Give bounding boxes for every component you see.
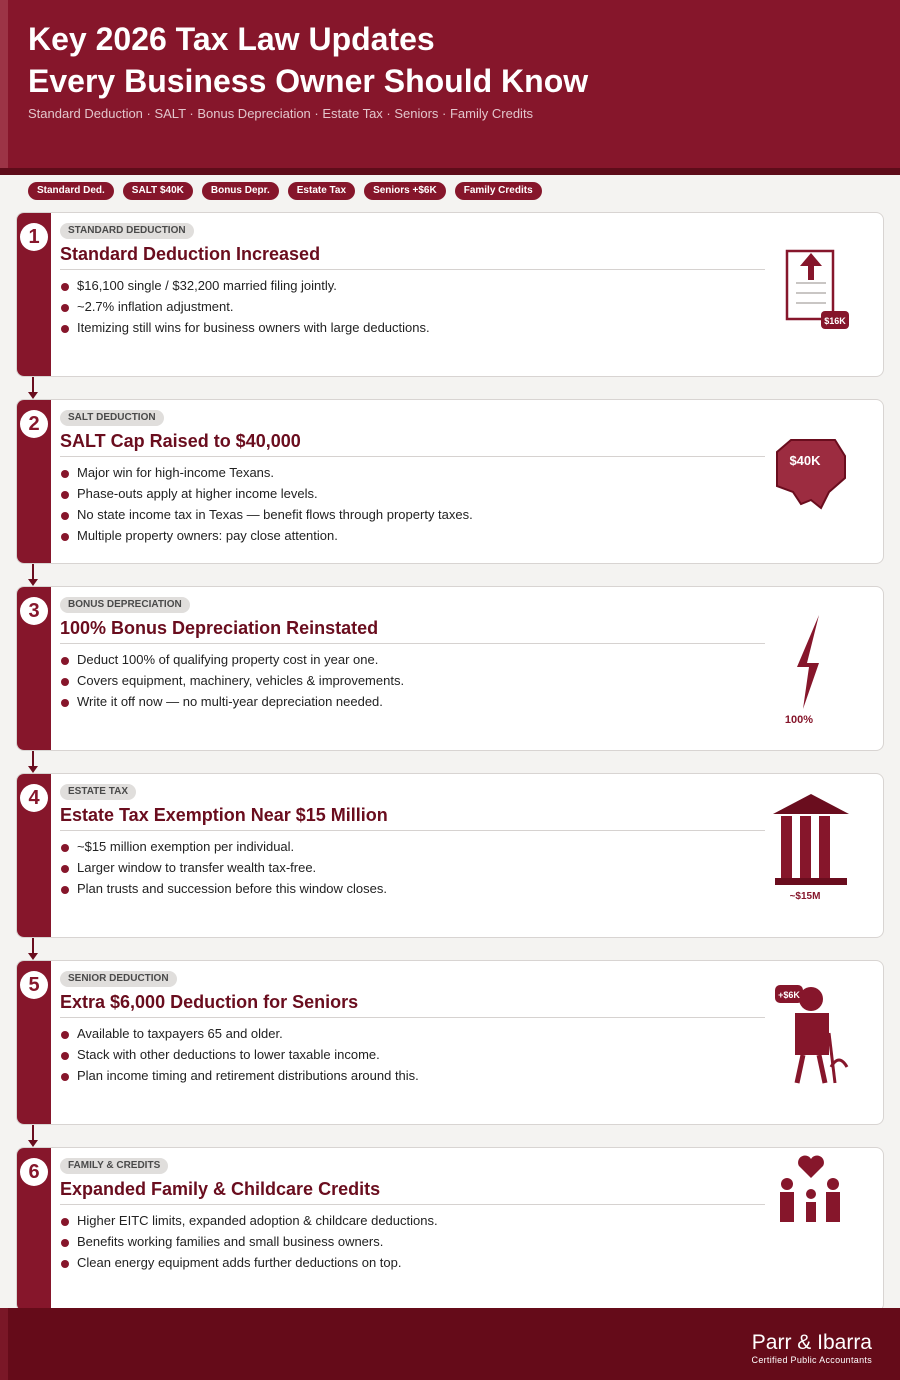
card-tag: SALT DEDUCTION	[60, 410, 164, 426]
header-banner	[0, 0, 900, 168]
card-title: Extra $6,000 Deduction for Seniors	[60, 992, 359, 1012]
bullet-item: Stack with other deductions to lower taxable income.	[60, 1046, 419, 1067]
card-estate-tax	[16, 773, 884, 938]
senior-with-cane-icon	[773, 983, 853, 1089]
bullet-item: Phase-outs apply at higher income levels.	[60, 485, 473, 506]
lightning-bolt-icon	[781, 613, 841, 729]
card-number: 2	[20, 410, 48, 438]
page-subtitle: Standard Deduction · SALT · Bonus Depreciation · Estate Tax · Seniors · Family Credits	[28, 106, 534, 121]
card-divider	[60, 456, 765, 457]
card-number: 4	[20, 784, 48, 812]
card-divider	[60, 1204, 765, 1205]
card-number: 6	[20, 1158, 48, 1186]
card-standard-deduction	[16, 212, 884, 377]
bullet-item: Clean energy equipment adds further deductions on top.	[60, 1254, 438, 1275]
icon-label: $40K	[789, 453, 821, 468]
card-title: SALT Cap Raised to $40,000	[60, 431, 301, 451]
card-number: 1	[20, 223, 48, 251]
texas-state-icon	[773, 436, 849, 516]
bullet-item: Multiple property owners: pay close attention.	[60, 527, 473, 548]
card-tag: SENIOR DEDUCTION	[60, 971, 177, 987]
card-tag: STANDARD DEDUCTION	[60, 223, 194, 239]
card-senior-deduction	[16, 960, 884, 1125]
card-title: Standard Deduction Increased	[60, 244, 321, 264]
card-salt-deduction	[16, 399, 884, 564]
bullet-item: Deduct 100% of qualifying property cost in year one.	[60, 651, 404, 672]
card-divider	[60, 830, 765, 831]
bullet-item: ~2.7% inflation adjustment.	[60, 298, 430, 319]
card-bonus-depreciation	[16, 586, 884, 751]
bullet-item: Benefits working families and small business owners.	[60, 1233, 438, 1254]
bank-building-icon	[771, 792, 851, 904]
chip-estate-tax: Estate Tax	[288, 182, 355, 200]
card-number: 5	[20, 971, 48, 999]
card-bullets	[60, 277, 430, 340]
bullet-item: Plan income timing and retirement distributions around this.	[60, 1067, 419, 1088]
icon-label: $16K	[824, 316, 846, 326]
page-title	[28, 18, 588, 102]
bullet-item: Higher EITC limits, expanded adoption & childcare deductions.	[60, 1212, 438, 1233]
chip-seniors: Seniors +$6K	[364, 182, 446, 200]
card-tag: FAMILY & CREDITS	[60, 1158, 168, 1174]
card-tag: BONUS DEPRECIATION	[60, 597, 190, 613]
card-bullets	[60, 651, 404, 714]
card-tag: ESTATE TAX	[60, 784, 136, 800]
icon-label: +$6K	[778, 990, 800, 1000]
bullet-item: Major win for high-income Texans.	[60, 464, 473, 485]
card-divider	[60, 269, 765, 270]
card-bullets	[60, 838, 387, 901]
card-title: Estate Tax Exemption Near $15 Million	[60, 805, 388, 825]
chip-family-credits: Family Credits	[455, 182, 542, 200]
bullet-item: Plan trusts and succession before this window closes.	[60, 880, 387, 901]
card-divider	[60, 1017, 765, 1018]
bullet-item: ~$15 million exemption per individual.	[60, 838, 387, 859]
card-title: 100% Bonus Depreciation Reinstated	[60, 618, 379, 638]
brand-logo	[752, 1332, 872, 1366]
bullet-item: Itemizing still wins for business owners with large deductions.	[60, 319, 430, 340]
bullet-item: Covers equipment, machinery, vehicles & improvements.	[60, 672, 404, 693]
bullet-item: $16,100 single / $32,200 married filing jointly.	[60, 277, 430, 298]
bullet-item: No state income tax in Texas — benefit flows through property taxes.	[60, 506, 473, 527]
card-family-credits	[16, 1147, 884, 1312]
card-bullets	[60, 1212, 438, 1275]
bullet-item: Available to taxpayers 65 and older.	[60, 1025, 419, 1046]
header-edge-accent	[0, 0, 8, 168]
chip-standard-deduction: Standard Ded.	[28, 182, 114, 200]
chip-bonus-depreciation: Bonus Depr.	[202, 182, 279, 200]
brand-name: Parr & Ibarra	[751, 1331, 872, 1354]
title-line-1: Key 2026 Tax Law Updates	[28, 21, 435, 57]
header-divider	[0, 168, 900, 175]
document-upload-icon	[781, 247, 853, 333]
footer-banner	[0, 1308, 900, 1380]
card-bullets	[60, 1025, 419, 1088]
card-number: 3	[20, 597, 48, 625]
icon-label: 100%	[784, 714, 814, 726]
icon-label: ~$15M	[789, 891, 821, 902]
brand-tagline: Certified Public Accountants	[751, 1355, 872, 1365]
family-heart-icon	[775, 1152, 847, 1228]
card-divider	[60, 643, 765, 644]
title-line-2: Every Business Owner Should Know	[28, 63, 589, 99]
chip-salt: SALT $40K	[123, 182, 193, 200]
card-title: Expanded Family & Childcare Credits	[60, 1179, 381, 1199]
topic-chips	[28, 182, 542, 200]
footer-edge-accent	[0, 1308, 8, 1380]
bullet-item: Write it off now — no multi-year depreciation needed.	[60, 693, 404, 714]
card-bullets	[60, 464, 473, 548]
bullet-item: Larger window to transfer wealth tax-free.	[60, 859, 387, 880]
